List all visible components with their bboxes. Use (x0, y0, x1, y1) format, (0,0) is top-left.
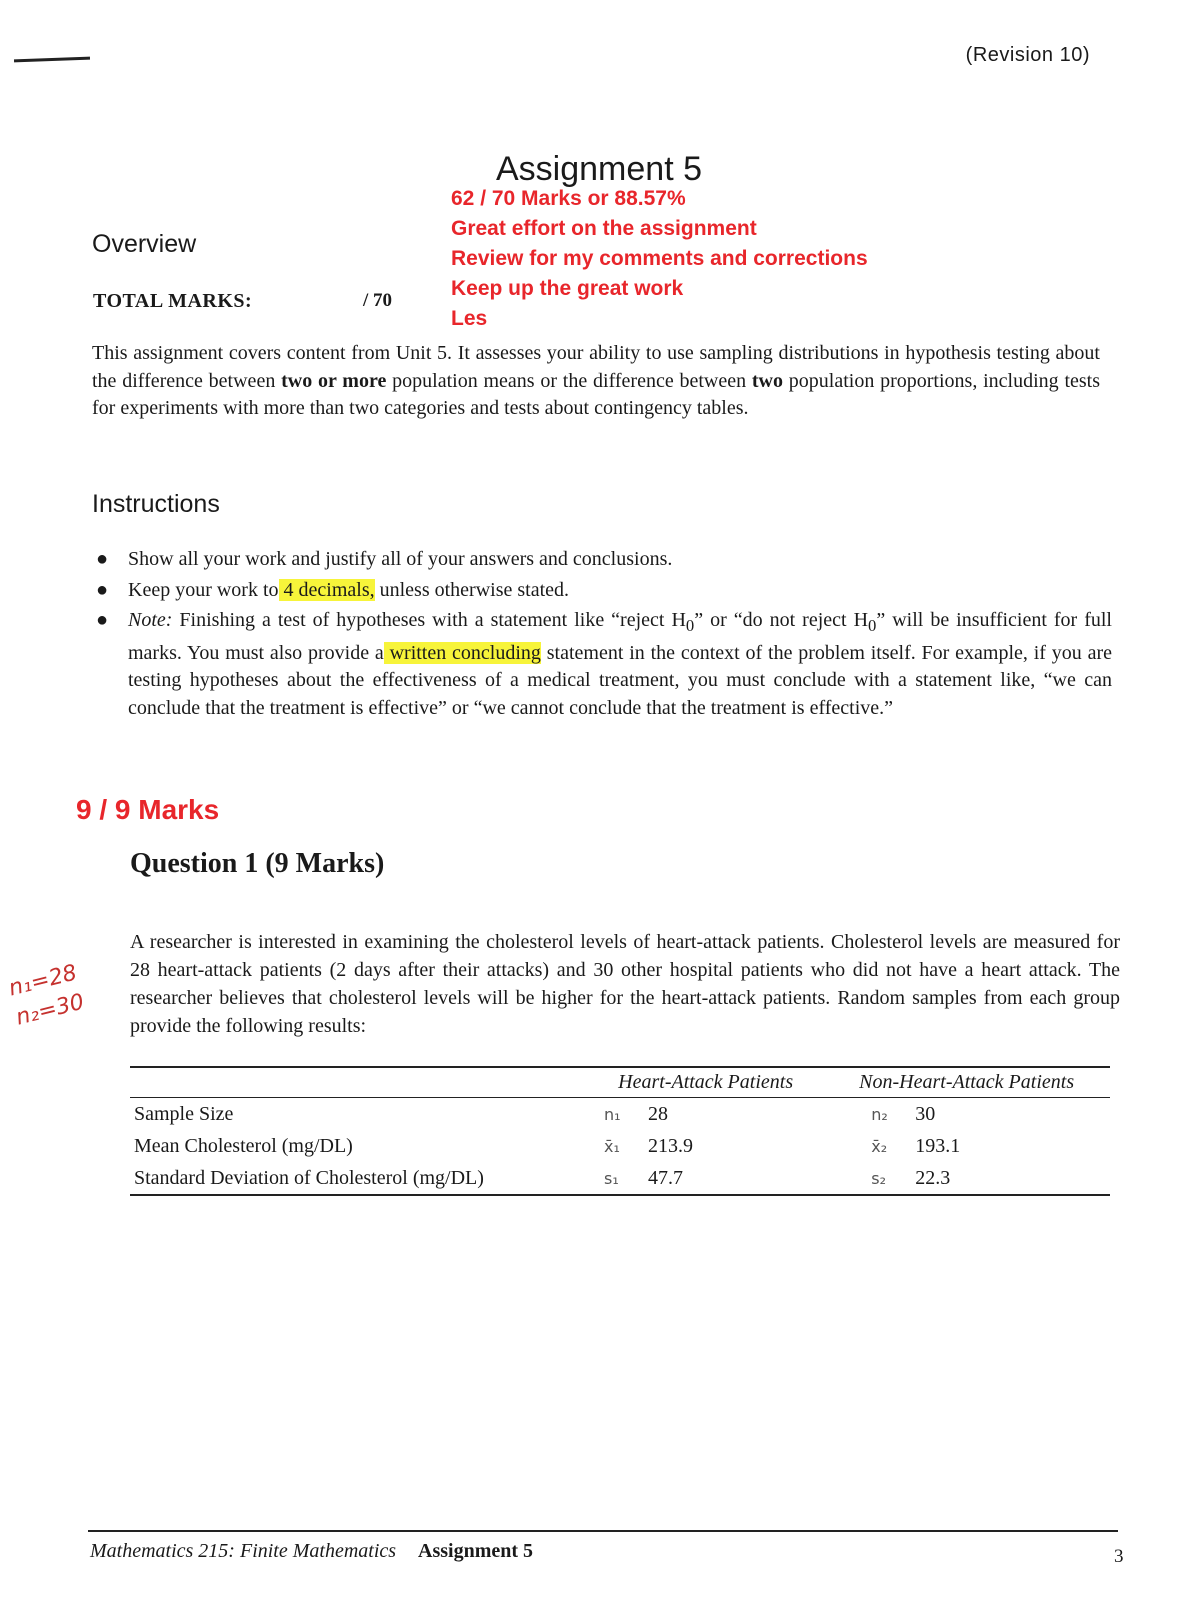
page-number: 3 (1114, 1546, 1124, 1567)
footer-course: Mathematics 215: Finite Mathematics (90, 1540, 397, 1562)
question-title: Question 1 (9 Marks) (130, 848, 385, 879)
data-table (130, 1066, 1110, 1196)
table-header-row (130, 1067, 1110, 1098)
row-label: Standard Deviation of Cholesterol (mg/DL) (134, 1166, 484, 1189)
question-text: A researcher is interested in examining the cholesterol levels of heart-attack patients. Cholesterol levels are measured for 28 heart-attack patients (2 days after their attacks) and 30 other hospital patients who did not have a heart attack. The researcher believes that cholesterol levels will be higher for the heart-attack patients. Random samples from each group provide the following results: (130, 931, 1120, 1037)
overview-heading: Overview (92, 230, 197, 258)
column-header: Non-Heart-Attack Patients (859, 1071, 1075, 1093)
feedback-comment: Review for my comments and corrections (451, 247, 868, 270)
scan-mark (14, 57, 90, 63)
bullet-icon: ● (96, 548, 109, 570)
total-marks-value: / 70 (363, 290, 393, 311)
cell-value: 193.1 (915, 1134, 961, 1157)
highlight: written concluding (383, 641, 541, 664)
cell-value: 22.3 (915, 1166, 951, 1189)
instructions-list (92, 546, 1112, 725)
table-row (130, 1162, 1110, 1195)
feedback-comment: Keep up the great work (451, 277, 684, 300)
margin-note: n₁=28 n₂=30 (6, 960, 87, 1031)
feedback-comment: Great effort on the assignment (451, 217, 757, 240)
column-header: Heart-Attack Patients (618, 1071, 794, 1093)
grader-feedback (451, 184, 868, 334)
footer (90, 1540, 533, 1563)
table-row (130, 1098, 1110, 1131)
column-header (130, 1067, 588, 1098)
list-item: ● Keep your work to 4 decimals, unless otherwise stated. (92, 577, 1112, 605)
instructions-heading: Instructions (92, 490, 220, 518)
row-label: Sample Size (134, 1102, 234, 1125)
footer-assignment: Assignment 5 (418, 1540, 534, 1562)
overall-score: 62 / 70 Marks or 88.57% (451, 187, 686, 210)
row-label: Mean Cholesterol (mg/DL) (134, 1134, 353, 1157)
handwritten-symbol: s₂ (871, 1168, 887, 1188)
grader-signature: Les (451, 307, 488, 330)
handwritten-symbol: n₂ (871, 1104, 888, 1124)
highlight: 4 decimals, (278, 578, 375, 601)
handwritten-symbol: x̄₁ (604, 1136, 620, 1156)
table-row (130, 1130, 1110, 1162)
question-score: 9 / 9 Marks (76, 794, 220, 825)
page-title: Assignment 5 (496, 150, 702, 188)
footer-divider (88, 1530, 1118, 1532)
total-marks-label: TOTAL MARKS: (93, 290, 253, 312)
list-item: ● Note: Finishing a test of hypotheses with a statement like “reject $H_0$” or “do not reject $H_0$” will be insufficient for full marks. You must also provide a written concluding statement in the context of the problem itself. For example, if you are testing hypotheses about the effectiveness of a medical treatment, you must conclude with a statement like, “we can conclude that the treatment is effective” or “we cannot conclude that the treatment is effective.” (96, 609, 1112, 719)
cell-value: 213.9 (648, 1134, 693, 1157)
bullet-icon: ● (96, 609, 109, 631)
cell-value: 28 (648, 1102, 668, 1125)
overview-paragraph: This assignment covers content from Unit 5. It assesses your ability to use sampling distributions in hypothesis testing about the difference between two or more population means or the difference between two population proportions, including tests for experiments with more than two categories and tests about contingency tables. (92, 342, 1100, 419)
bullet-icon: ● (96, 578, 109, 601)
handwritten-symbol: n₁ (604, 1104, 621, 1124)
handwritten-symbol: x̄₂ (871, 1136, 888, 1156)
handwritten-symbol: s₁ (604, 1168, 619, 1188)
list-item: ● Show all your work and justify all of your answers and conclusions. (92, 546, 1112, 574)
cell-value: 30 (915, 1102, 936, 1125)
cell-value: 47.7 (648, 1166, 683, 1189)
revision-label: (Revision 10) (965, 44, 1090, 66)
